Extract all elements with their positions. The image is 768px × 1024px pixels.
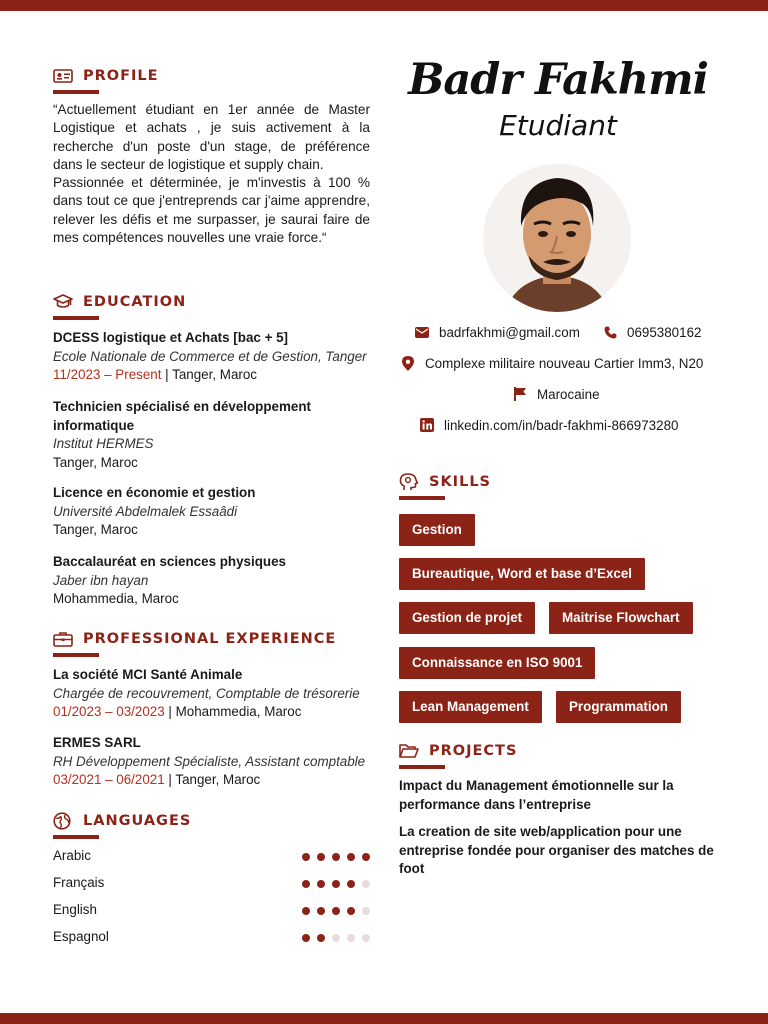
section-underline xyxy=(399,765,445,769)
section-title: PROFESSIONAL EXPERIENCE xyxy=(83,631,337,647)
skills-heading xyxy=(399,472,491,492)
language-level-dots xyxy=(302,853,370,861)
level-dot-filled xyxy=(347,853,355,861)
globe-icon xyxy=(53,812,75,830)
level-dot-filled xyxy=(302,853,310,861)
date-range: 01/2023 – 03/2023 xyxy=(53,704,165,719)
contact-address xyxy=(400,355,703,371)
bottom-accent-bar xyxy=(0,1013,768,1024)
degree-title: Baccalauréat en sciences physiques xyxy=(53,554,286,569)
level-dot-empty xyxy=(332,934,340,942)
location: Tanger, Maroc xyxy=(175,772,261,787)
level-dot-empty xyxy=(362,880,370,888)
experience-entry xyxy=(53,734,370,790)
location: Mohammedia, Maroc xyxy=(175,704,302,719)
degree-title: Licence en économie et gestion xyxy=(53,485,256,500)
degree-title: Technicien spécialisé en développement informatique xyxy=(53,399,311,433)
language-name: Français xyxy=(53,875,105,890)
section-underline xyxy=(53,835,99,839)
section-title: LANGUAGES xyxy=(83,813,192,829)
section-underline xyxy=(53,653,99,657)
location: Tanger, Maroc xyxy=(172,367,257,382)
language-name: Arabic xyxy=(53,848,91,863)
section-title: PROFILE xyxy=(83,68,159,84)
school-name: Jaber ibn hayan xyxy=(53,572,149,588)
brain-head-icon xyxy=(399,473,421,491)
skill-chip: Maitrise Flowchart xyxy=(549,602,693,634)
level-dot-filled xyxy=(302,880,310,888)
profile-paragraph: Passionnée et déterminée, je m'investis à 100 % dans tout ce que j'entreprends car j'aime apprendre, relever les défis et me surpasser, je saurai faire de mes compétences nouvelles une vraie force.“ xyxy=(53,175,370,246)
language-row xyxy=(53,875,370,893)
id-card-icon xyxy=(53,67,75,85)
skill-chip: Connaissance en ISO 9001 xyxy=(399,647,595,679)
school-name: Ecole Nationale de Commerce et de Gestion, Tanger xyxy=(53,348,367,364)
level-dot-empty xyxy=(362,934,370,942)
language-level-dots xyxy=(302,907,370,915)
briefcase-icon xyxy=(53,630,75,648)
level-dot-filled xyxy=(302,907,310,915)
contact-linkedin[interactable] xyxy=(419,417,678,433)
profile-heading xyxy=(53,66,159,86)
languages-heading xyxy=(53,811,191,831)
level-dot-empty xyxy=(347,934,355,942)
level-dot-filled xyxy=(317,907,325,915)
person-role: Etudiant xyxy=(499,109,617,142)
phone-icon xyxy=(602,324,618,340)
company-name: ERMES SARL xyxy=(53,735,141,750)
email-text[interactable]: badrfakhmi@gmail.com xyxy=(439,324,580,340)
company-name: La société MCI Santé Animale xyxy=(53,667,243,682)
person-name: Badr Fakhmi xyxy=(408,55,708,105)
job-role: Chargée de recouvrement, Comptable de trésorerie xyxy=(53,685,360,701)
location: Tanger, Maroc xyxy=(53,522,138,537)
language-level-dots xyxy=(302,880,370,888)
skill-chip: Gestion de projet xyxy=(399,602,535,634)
section-title: EDUCATION xyxy=(83,294,187,310)
date-range: 03/2021 – 06/2021 xyxy=(53,772,165,787)
separator: | xyxy=(164,772,176,787)
location: Tanger, Maroc xyxy=(53,454,138,470)
section-underline xyxy=(53,90,99,94)
contact-email[interactable] xyxy=(414,324,580,340)
skill-chip: Lean Management xyxy=(399,691,542,723)
folder-open-icon xyxy=(399,742,421,760)
location: Mohammedia, Maroc xyxy=(53,591,179,606)
contact-nationality xyxy=(512,386,600,402)
level-dot-filled xyxy=(317,880,325,888)
section-underline xyxy=(399,496,445,500)
experience-heading xyxy=(53,629,336,649)
education-entry xyxy=(53,398,370,472)
education-entry xyxy=(53,553,370,609)
date-range: 11/2023 – Present xyxy=(53,367,162,382)
level-dot-filled xyxy=(347,907,355,915)
graduation-cap-icon xyxy=(53,293,75,311)
skill-chip: Gestion xyxy=(399,514,475,546)
project-item: Impact du Management émotionnelle sur la performance dans l’entreprise xyxy=(399,778,674,812)
profile-photo xyxy=(483,164,631,312)
location-pin-icon xyxy=(400,355,416,371)
level-dot-filled xyxy=(332,880,340,888)
level-dot-filled xyxy=(317,853,325,861)
flag-icon xyxy=(512,386,528,402)
language-row xyxy=(53,848,370,866)
language-row xyxy=(53,902,370,920)
level-dot-filled xyxy=(332,907,340,915)
project-item: La creation de site web/application pour une entreprise fondée pour organiser des matches de foot xyxy=(399,824,714,876)
level-dot-filled xyxy=(317,934,325,942)
school-name: Institut HERMES xyxy=(53,436,154,451)
level-dot-filled xyxy=(302,934,310,942)
profile-paragraph: “Actuellement étudiant en 1er année de Master Logistique et achats , je suis activement à la recherche d'un poste d'un stage, de préférence dans le secteur de logistique et supply chain. xyxy=(53,102,370,172)
school-name: Université Abdelmalek Essaâdi xyxy=(53,503,238,519)
experience-entry xyxy=(53,666,370,722)
phone-text[interactable]: 0695380162 xyxy=(627,324,702,340)
education-heading xyxy=(53,292,186,312)
language-level-dots xyxy=(302,934,370,942)
section-underline xyxy=(53,316,99,320)
top-accent-bar xyxy=(0,0,768,11)
address-text: Complexe militaire nouveau Cartier Imm3, N20 xyxy=(425,355,704,371)
education-entry xyxy=(53,484,370,540)
language-name: Espagnol xyxy=(53,929,109,944)
education-entry xyxy=(53,329,370,385)
section-title: PROJECTS xyxy=(429,743,518,759)
job-role: RH Développement Spécialiste, Assistant comptable xyxy=(53,753,366,769)
skill-chip: Programmation xyxy=(556,691,681,723)
separator: | xyxy=(161,367,173,382)
profile-summary xyxy=(53,101,370,247)
linkedin-icon xyxy=(419,417,435,433)
envelope-icon xyxy=(414,324,430,340)
level-dot-filled xyxy=(347,880,355,888)
section-title: SKILLS xyxy=(429,474,491,490)
degree-title: DCESS logistique et Achats [bac + 5] xyxy=(53,330,289,345)
language-row xyxy=(53,929,370,947)
language-name: English xyxy=(53,902,97,917)
projects-heading xyxy=(399,741,517,761)
level-dot-empty xyxy=(362,907,370,915)
contact-phone[interactable] xyxy=(602,324,701,340)
level-dot-filled xyxy=(362,853,370,861)
separator: | xyxy=(164,704,176,719)
nationality-text: Marocaine xyxy=(537,386,600,402)
skill-chip: Bureautique, Word et base d’Excel xyxy=(399,558,645,590)
level-dot-filled xyxy=(332,853,340,861)
linkedin-text[interactable]: linkedin.com/in/badr-fakhmi-866973280 xyxy=(444,417,679,433)
